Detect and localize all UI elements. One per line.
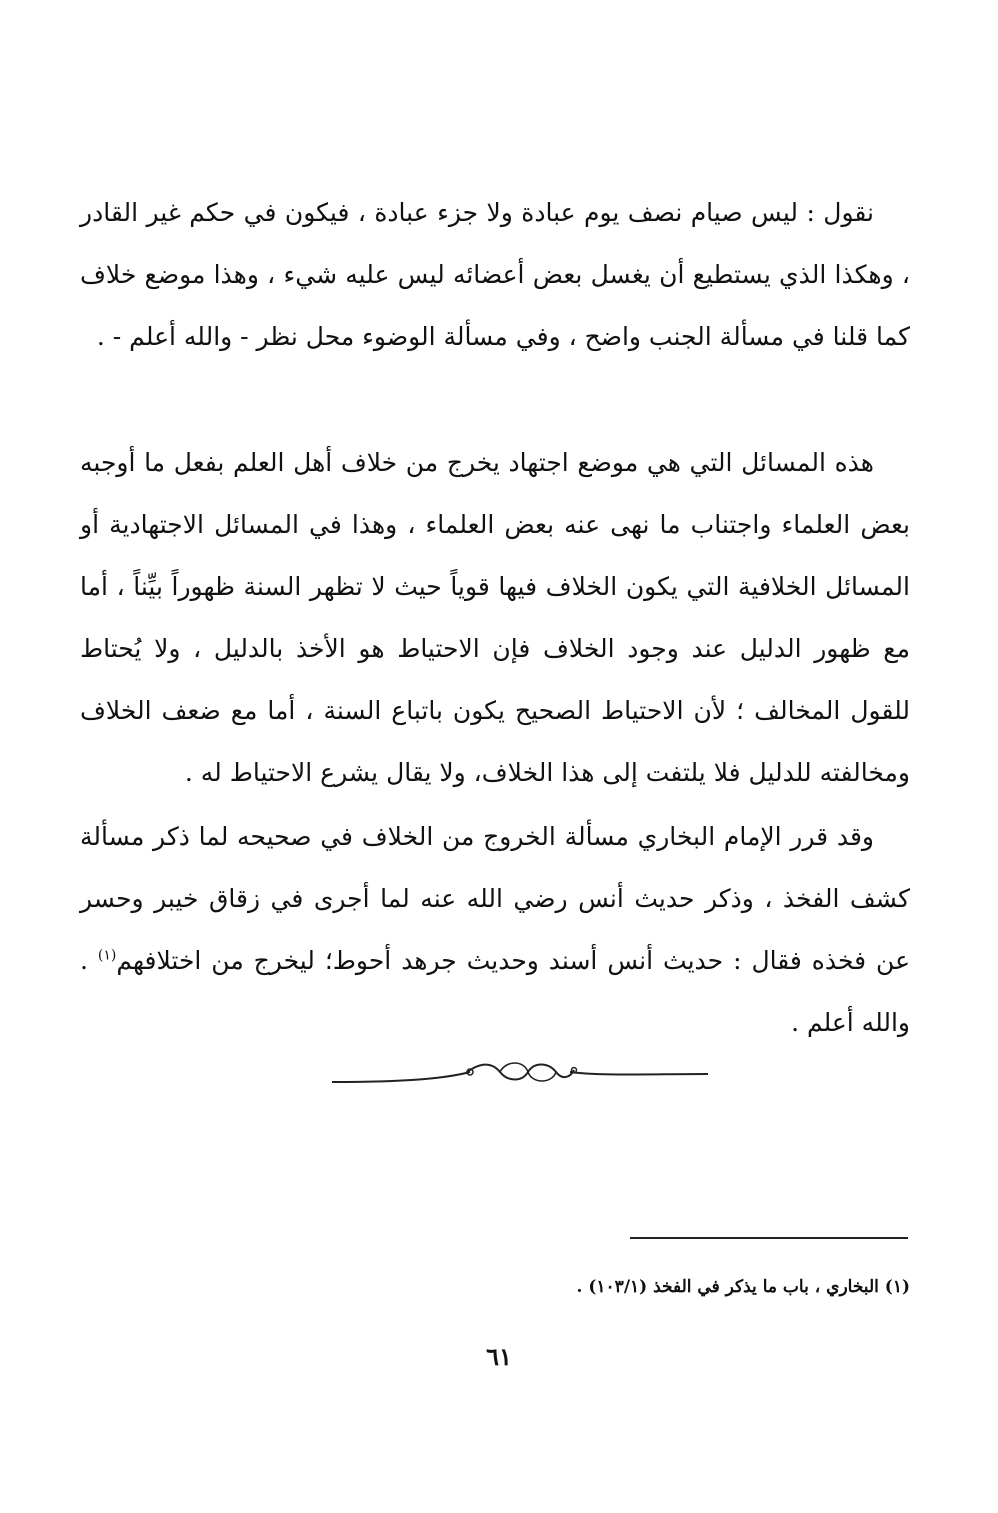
body-paragraph-2: هذه المسائل التي هي موضع اجتهاد يخرج من خلاف أهل العلم بفعل ما أوجبه بعض العلماء واجتناب ما نهى عنه بعض العلماء ، وهذا في المسائل الاجتهادية أو المسائل الخلافية التي يكون الخلاف فيها قوياً حيث لا تظهر السنة ظهوراً بيِّناً ، أما مع ظهور الدليل عند وجود الخلاف فإن الاحتياط هو الأخذ بالدليل ، ولا يُحتاط للقول المخالف ؛ لأن الاحتياط الصحيح يكون باتباع السنة ، أما مع ضعف الخلاف ومخالفته للدليل فلا يلتفت إلى هذا الخلاف، ولا يقال يشرع الاحتياط له . [80, 448, 910, 787]
paragraph-3-ending: . والله أعلم . [80, 946, 910, 1037]
ornament-divider-icon [330, 1058, 710, 1094]
body-paragraph-3 [80, 806, 910, 1054]
page-number: ٦١ [486, 1342, 512, 1371]
footnote-separator [630, 1237, 908, 1239]
paragraph-3-text: وقد قرر الإمام البخاري مسألة الخروج من الخلاف في صحيحه لما ذكر مسألة كشف الفخذ ، وذكر حديث أنس رضي الله عنه لما أجرى في زقاق خيبر وحسر عن فخذه فقال : حديث أنس أسند وحديث جرهد أحوط؛ ليخرج من اختلافهم [80, 822, 910, 975]
footnote-reference[interactable]: (١) [97, 947, 117, 964]
body-paragraph-1: نقول : ليس صيام نصف يوم عبادة ولا جزء عبادة ، فيكون في حكم غير القادر ، وهكذا الذي يستطيع أن يغسل بعض أعضائه ليس عليه شيء ، وهذا موضع خلاف كما قلنا في مسألة الجنب واضح ، وفي مسألة الوضوء محل نظر - والله أعلم - . [80, 198, 910, 351]
footnote: (١) البخاري ، باب ما يذكر في الفخذ (١٠٣/١) . [576, 1277, 910, 1297]
